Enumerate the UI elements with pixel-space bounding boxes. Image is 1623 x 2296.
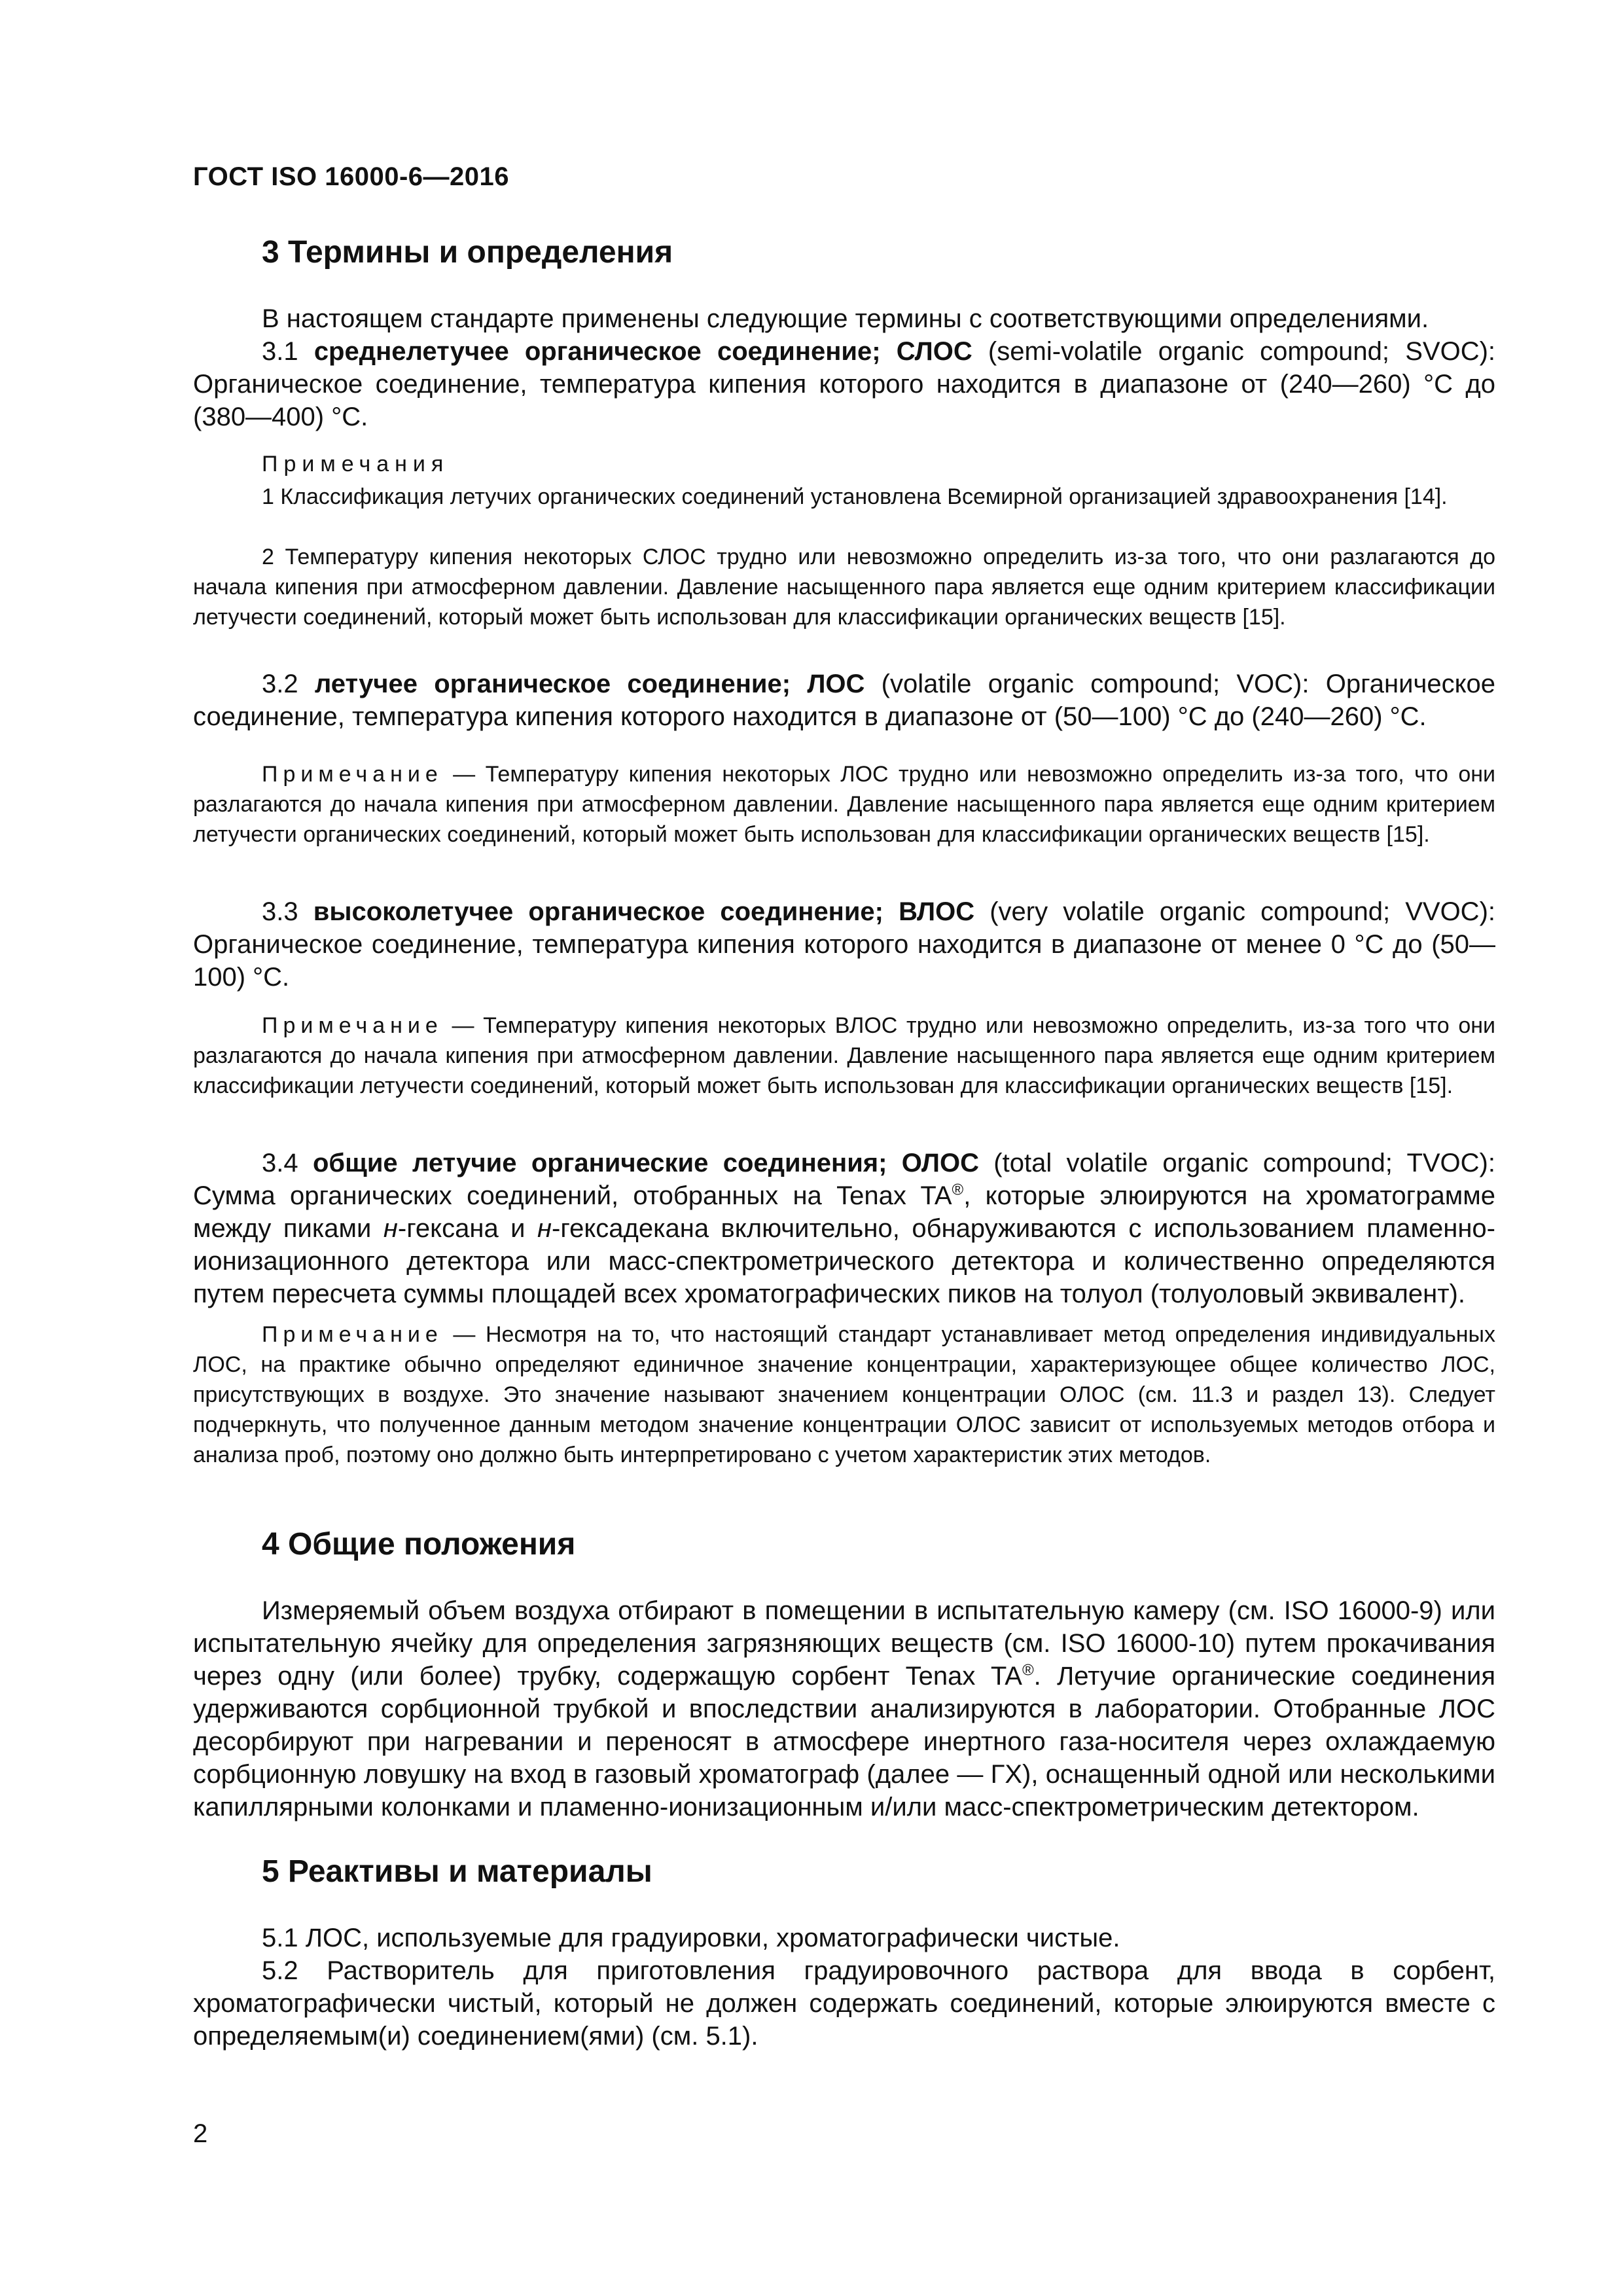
term-3-1-note-2: 2 Температуру кипения некоторых СЛОС трудно или невозможно определить из-за того, что они разлагаются до начала кипения при атмосферном давлении. Давление насыщенного пара является еще одним критерием классификации летучести соединений, который может быть использован для классификации органических веществ [15]. [193,545,1495,630]
term-3-4-definition-c: -гексана и [397,1214,538,1243]
term-3-4-number: 3.4 [262,1149,313,1177]
term-3-3-definition: (very volatile organic compound; VVOC): Органическое соединение, температура кипения которого находится в диапазоне от менее 0 °С до (50—100) °С. [193,897,1496,992]
section-4-text [193,1594,1495,1823]
section-5-title: 5 Реактивы и материалы [262,1854,652,1889]
section-3-intro: В настоящем стандарте применены следующие термины с соответствующими определениями. [262,304,1429,333]
term-3-3-name: высоколетучее органическое соединение; ВЛОС [313,897,975,926]
term-3-2-note-label: Примечание [262,762,443,787]
term-3-1-notes-heading: Примечания [262,452,450,476]
term-3-1-name: среднелетучее органическое соединение; СЛОС [313,337,972,366]
registered-mark: ® [1022,1661,1034,1679]
term-3-2-definition: (volatile organic compound; VOC): Органическое соединение, температура кипения которого находится в диапазоне от (50—100) °С до (240—260) °С. [193,670,1496,731]
term-3-4-definition-d: -гексадекана включительно, обнаруживаются с использованием пламенно-ионизационного детектора или масс-спектрометрического детектора и количественно определяются путем пересчета суммы площадей всех хроматографических пиков на толуол (толуоловый эквивалент). [193,1214,1495,1308]
n-prefix-hexadecane: н [537,1214,552,1243]
term-3-3-note [193,1011,1495,1101]
term-3-4-note [193,1319,1495,1470]
section-3-title: 3 Термины и определения [262,235,673,270]
item-5-2: 5.2 Растворитель для приготовления градуировочного раствора для ввода в сорбент, хроматографически чистый, который не должен содержать соединений, которые элюируются вместе с определяемым(и) соединением(ями) (см. 5.1). [193,1956,1495,2051]
section-4-text-a: Измеряемый объем воздуха отбирают в помещении в испытательную камеру (см. ISO 16000-9) или испытательную ячейку для определения загрязняющих веществ (см. ISO 16000-10) путем прокачивания через одну (или более) трубку, содержащую сорбент Tenax TA [193,1596,1495,1691]
term-3-3-note-text: — Температуру кипения некоторых ВЛОС трудно или невозможно определить, из-за того что они разлагаются до начала кипения при атмосферном давлении. Давление насыщенного пара является еще одним критерием классификации летучести соединений, который может быть использован для классификации органических веществ [15]. [193,1013,1495,1098]
page-number: 2 [193,2119,208,2148]
item-5-1: 5.1 ЛОС, используемые для градуировки, хроматографически чистые. [262,1924,1120,1952]
term-3-1-definition: (semi-volatile organic compound; SVOC): Органическое соединение, температура кипения которого находится в диапазоне от (240—260) °С до (380—400) °С. [193,337,1496,431]
section-4-text-b: . Летучие органические соединения удерживаются сорбционной трубкой и впоследствии анализируются в лаборатории. Отобранные ЛОС десорбируют при нагревании и переносят в атмосфере инертного газа-носителя через охлаждаемую сорбционную ловушку на вход в газовый хроматограф (далее — ГХ), оснащенный одной или несколькими капиллярными колонками и пламенно-ионизационным и/или масс-спектрометрическим детектором. [193,1662,1495,1821]
term-3-3-note-label: Примечание [262,1013,443,1038]
term-3-4-note-label: Примечание [262,1322,443,1347]
term-3-4-note-text: — Несмотря на то, что настоящий стандарт устанавливает метод определения индивидуальных ЛОС, на практике обычно определяют единичное значение концентрации, характеризующее общее количество ЛОС, присутствующих в воздухе. Это значение называют значением концентрации ОЛОС (см. 11.3 и раздел 13). Следует подчеркнуть, что полученное данным методом значение концентрации ОЛОС зависит от используемых методов отбора и анализа проб, поэтому оно должно быть интерпретировано с учетом характеристик этих методов. [193,1322,1495,1467]
term-3-4-name: общие летучие органические соединения; ОЛОС [312,1149,979,1177]
term-3-2-name: летучее органическое соединение; ЛОС [314,670,865,698]
term-3-4-definition-a: (total volatile organic compound; TVOC): Сумма органических соединений, отобранных на Tenax TA [193,1149,1495,1210]
term-3-3 [193,895,1495,994]
term-3-3-number: 3.3 [262,897,313,926]
term-3-2-number: 3.2 [262,670,315,698]
n-prefix-hexane: н [383,1214,398,1243]
term-3-1-number: 3.1 [262,337,314,366]
term-3-4 [193,1147,1495,1310]
term-3-4-definition-b: , которые элюируются на хроматограмме между пиками [193,1181,1495,1243]
term-3-1-note-1: 1 Классификация летучих органических соединений установлена Всемирной организацией здравоохранения [14]. [262,484,1448,509]
section-4-title: 4 Общие положения [262,1527,576,1562]
document-header: ГОСТ ISO 16000-6—2016 [193,162,509,191]
term-3-2-note [193,759,1495,850]
term-3-2 [193,668,1495,733]
term-3-2-note-text: — Температуру кипения некоторых ЛОС трудно или невозможно определить из-за того, что они разлагаются до начала кипения при атмосферном давлении. Давление насыщенного пара является еще одним критерием летучести органических соединений, который может быть использован для классификации органических веществ [15]. [193,762,1495,847]
term-3-1 [193,335,1495,433]
registered-mark: ® [952,1181,964,1199]
